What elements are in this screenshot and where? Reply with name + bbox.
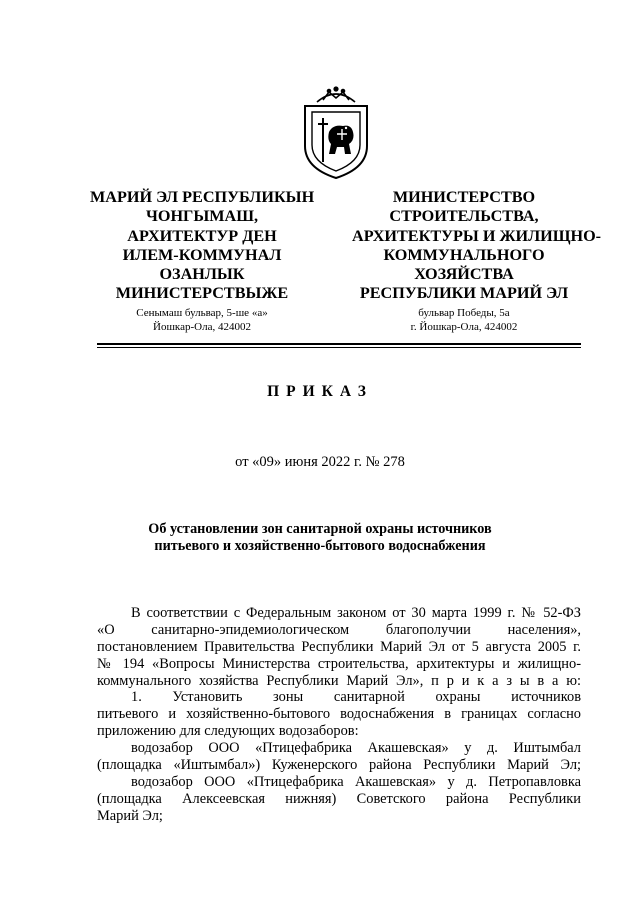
body-line: Марий Эл; (97, 807, 163, 824)
org-name-russian-line: СТРОИТЕЛЬСТВА, (389, 207, 539, 226)
address-russian (352, 307, 576, 334)
org-name-russian-line: МИНИСТЕРСТВО (392, 188, 536, 206)
address-line: Йошкар-Ола, 424002 (153, 320, 251, 333)
body-line: (площадка Алексеевская нижняя) Советского района Республики (97, 790, 581, 807)
coat-of-arms-icon (299, 84, 373, 180)
address-line: Сенымаш бульвар, 5-ше «а» (136, 307, 268, 319)
order-body (97, 605, 581, 825)
body-line: «О санитарно-эпидемиологическом благополучии населения», (97, 621, 581, 638)
org-name-mari (90, 188, 314, 304)
org-name-mari-line: АРХИТЕКТУР ДЕН (127, 226, 277, 245)
body-line: постановлением Правительства Республики Марий Эл от 5 августа 2005 г. (97, 638, 581, 655)
org-name-mari-line: МИНИСТЕРСТВЫЖЕ (115, 284, 289, 303)
body-line: В соответствии с Федеральным законом от 30 марта 1999 г. № 52-ФЗ (131, 605, 581, 621)
order-subject-line: питьевого и хозяйственно-бытового водоснабжения (154, 538, 486, 554)
body-line: водозабор ООО «Птицефабрика Акашевская» у д. Иштымбал (131, 740, 581, 757)
address-line: г. Йошкар-Ола, 424002 (410, 320, 518, 333)
body-line: приложению для следующих водозаборов: (97, 723, 359, 740)
body-line: водозабор ООО «Птицефабрика Акашевская» у д. Петропавловка (131, 773, 581, 790)
org-name-mari-line: ЧОНГЫМАШ, (145, 207, 259, 226)
body-line: 1. Установить зоны санитарной охраны источников (131, 689, 581, 706)
header-divider-thick (97, 343, 581, 345)
body-line: № 194 «Вопросы Министерства строительства, архитектуры и жилищно- (97, 655, 581, 672)
org-name-mari-line: ОЗАНЛЫК (159, 265, 245, 284)
org-name-mari-line: ИЛЕМ-КОММУНАЛ (122, 245, 282, 264)
order-subject-line: Об установлении зон санитарной охраны источников (148, 521, 492, 537)
org-name-russian-line: РЕСПУБЛИКИ МАРИЙ ЭЛ (359, 284, 569, 303)
body-line: коммунального хозяйства Республики Марий Эл», п р и к а з ы в а ю: (97, 672, 581, 689)
address-line: бульвар Победы, 5а (418, 307, 510, 319)
address-mari (90, 307, 314, 334)
body-line: питьевого и хозяйственно-бытового водоснабжения в границах согласно (97, 706, 581, 723)
order-date-number: от «09» июня 2022 г. № 278 (235, 454, 405, 470)
org-name-russian-line: КОММУНАЛЬНОГО (383, 245, 545, 264)
org-name-russian-line: ХОЗЯЙСТВА (414, 265, 514, 284)
order-subject (0, 521, 640, 555)
header-divider-thin (97, 347, 581, 348)
org-name-russian (352, 188, 602, 304)
body-line: (площадка «Иштымбал») Куженерского района Республики Марий Эл; (97, 757, 581, 774)
document-title: ПРИКАЗ (267, 383, 373, 400)
org-name-russian-line: АРХИТЕКТУРЫ И ЖИЛИЩНО- (352, 226, 602, 245)
org-name-mari-line: МАРИЙ ЭЛ РЕСПУБЛИКЫН (90, 188, 315, 206)
